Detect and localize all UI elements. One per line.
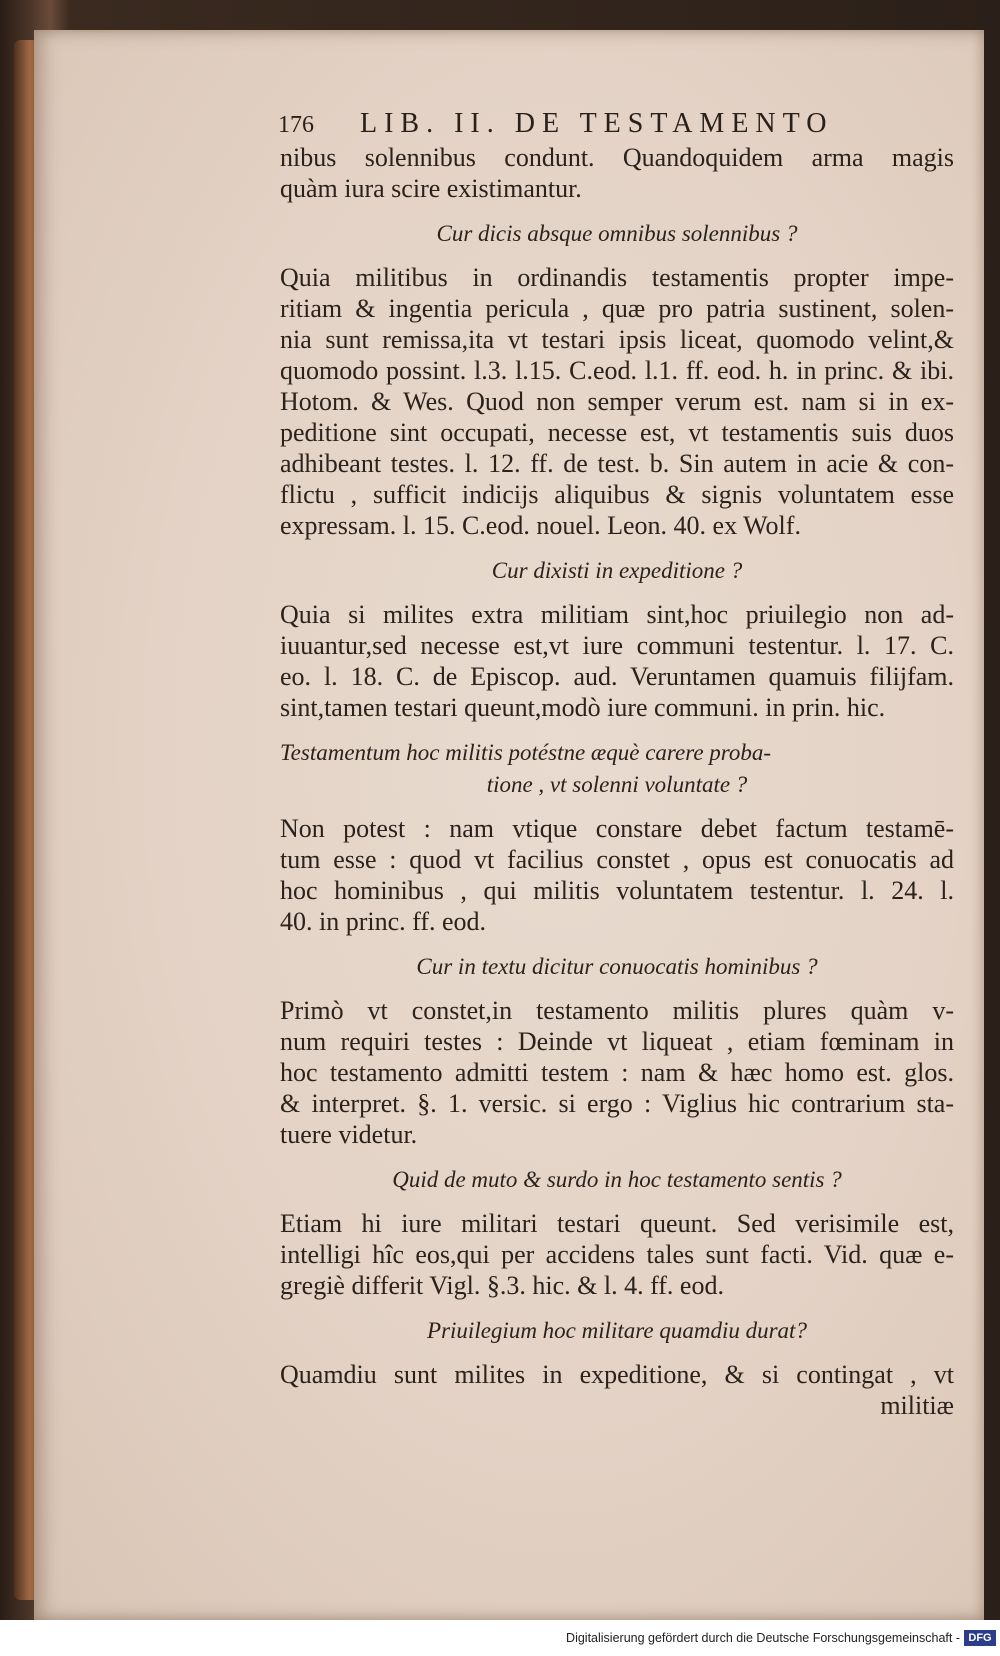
- dfg-logo: DFG: [964, 1630, 996, 1646]
- text-line: peditione sint occupati, necesse est, vt testamentis suis duos: [280, 418, 954, 447]
- question-heading: [280, 1315, 954, 1347]
- text-line: Quia militibus in ordinandis testamentis propter impe-: [280, 263, 954, 292]
- text-line: Priuilegium hoc militare quamdiu durat?: [427, 1318, 807, 1343]
- text-line: Quia si milites extra militiam sint,hoc priuilegio non ad-: [280, 600, 954, 629]
- question-heading: [280, 218, 954, 250]
- text-line: iuuantur,sed necesse est,vt iure communi testentur. l. 17. C.: [280, 631, 954, 660]
- text-line: sint,tamen testari queunt,modò iure communi. in prin. hic.: [280, 693, 886, 722]
- text-line: Quid de muto & surdo in hoc testamento sentis ?: [392, 1167, 842, 1192]
- text-line: Hotom. & Wes. Quod non semper verum est. nam si in ex-: [280, 387, 954, 416]
- text-line: expressam. l. 15. C.eod. nouel. Leon. 40. ex Wolf.: [280, 511, 801, 540]
- answer-paragraph: [280, 1359, 954, 1421]
- text-line: tione , vt solenni voluntate ?: [486, 772, 748, 797]
- text-line: militiæ: [880, 1391, 954, 1420]
- text-line: 40. in princ. ff. eod.: [280, 907, 487, 936]
- text-line: quomodo possint. l.3. l.15. C.eod. l.1. ff. eod. h. in princ. & ibi.: [280, 356, 954, 385]
- answer-paragraph: [280, 599, 954, 723]
- text-line: hoc testamento admitti testem : nam & hæc homo est. glos.: [280, 1058, 954, 1087]
- question-heading: [280, 1164, 954, 1196]
- text-line: Cur dicis absque omnibus solennibus ?: [436, 221, 798, 246]
- text-line: quàm iura scire existimantur.: [280, 174, 582, 203]
- text-line: Testamentum hoc militis potéstne æquè carere proba-: [280, 740, 772, 765]
- question-heading: [280, 951, 954, 983]
- page-number: 176: [278, 112, 314, 138]
- text-line: nibus solennibus condunt. Quandoquidem arma magis: [280, 143, 954, 172]
- text-line: nia sunt remissa,ita vt testari ipsis liceat, quomodo velint,&: [280, 325, 954, 354]
- footer-bar: [0, 1620, 1000, 1656]
- answer-paragraph: [280, 995, 954, 1150]
- text-line: flictu , sufficit indicijs aliquibus & signis voluntatem esse: [280, 480, 954, 509]
- text-line: Cur in textu dicitur conuocatis hominibus ?: [416, 954, 818, 979]
- answer-paragraph: [280, 142, 954, 204]
- text-line: tuere videtur.: [280, 1120, 418, 1149]
- text-line: Non potest : nam vtique constare debet factum testamē-: [280, 814, 954, 843]
- text-line: Cur dixisti in expeditione ?: [491, 558, 743, 583]
- text-line: & interpret. §. 1. versic. si ergo : Viglius hic contrarium sta-: [280, 1089, 954, 1118]
- answer-paragraph: [280, 262, 954, 541]
- text-line: Quamdiu sunt milites in expeditione, & si contingat , vt: [280, 1360, 954, 1389]
- text-line: hoc hominibus , qui militis voluntatem testentur. l. 24. l.: [280, 876, 954, 905]
- footer-credit: Digitalisierung gefördert durch die Deutsche Forschungsgemeinschaft -: [566, 1631, 960, 1645]
- question-heading: [280, 737, 954, 801]
- text-line: ritiam & ingentia pericula , quæ pro patria sustinent, solen-: [280, 294, 954, 323]
- text-line: intelligi hîc eos,qui per accidens tales sunt facti. Vid. quæ e-: [280, 1240, 954, 1269]
- text-line: num requiri testes : Deinde vt liqueat , etiam fœminam in: [280, 1027, 954, 1056]
- answer-paragraph: [280, 813, 954, 937]
- answer-paragraph: [280, 1208, 954, 1301]
- text-line: Primò vt constet,in testamento militis plures quàm v-: [280, 996, 954, 1025]
- text-line: adhibeant testes. l. 12. ff. de test. b. Sin autem in acie & con-: [280, 449, 954, 478]
- running-title: LIB. II. DE TESTAMENTO: [360, 108, 834, 139]
- text-line: eo. l. 18. C. de Episcop. aud. Veruntamen quamuis filijfam.: [280, 662, 954, 691]
- question-heading: [280, 555, 954, 587]
- text-line: tum esse : quod vt facilius constet , opus est conuocatis ad: [280, 845, 954, 874]
- page-body-text: [280, 142, 954, 1421]
- text-line: gregiè differit Vigl. §.3. hic. & l. 4. ff. eod.: [280, 1271, 724, 1300]
- page-header: [278, 108, 888, 142]
- text-line: Etiam hi iure militari testari queunt. Sed verisimile est,: [280, 1209, 954, 1238]
